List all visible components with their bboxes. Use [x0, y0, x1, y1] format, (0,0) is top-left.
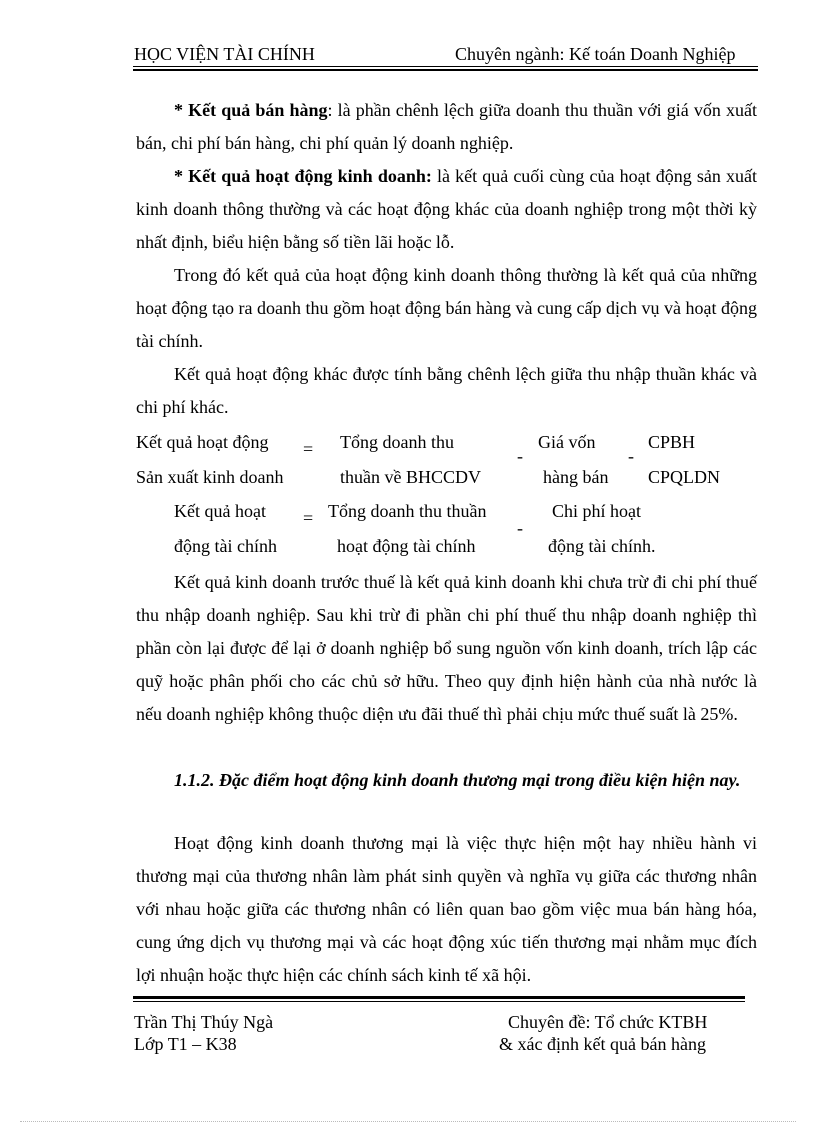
- formula1-revenue-line1: Tổng doanh thu: [340, 432, 454, 452]
- term-sales-result: * Kết quả bán hàng: [174, 100, 328, 120]
- formula1-minus-1: -: [517, 446, 523, 466]
- formula2-equals: =: [303, 508, 314, 528]
- formula2-expense-line1: Chi phí hoạt: [552, 501, 641, 521]
- formula1-revenue-line2: thuần về BHCCDV: [340, 467, 481, 487]
- definition-business-result: là kết quả cuối cùng của hoạt động sản xuất kinh doanh thông thường và các hoạt động khác của doanh nghiệp trong một thời kỳ nhất định, biểu hiện bằng số tiền lãi hoặc lỗ.: [136, 166, 757, 252]
- formula1-equals: =: [303, 439, 314, 459]
- formula1-lhs-line2: Sản xuất kinh doanh: [136, 467, 284, 487]
- footer-divider-thick: [133, 996, 745, 999]
- formula1-cogs-line1: Giá vốn: [538, 432, 596, 452]
- formula1-lhs-line1: Kết quả hoạt động: [136, 432, 269, 452]
- formula1-minus-2: -: [628, 446, 634, 466]
- header-divider: [133, 66, 758, 67]
- header-divider-thick: [133, 69, 758, 71]
- paragraph-regular-business: Trong đó kết quả của hoạt động kinh doanh thông thường là kết quả của những hoạt động tạo ra doanh thu gồm hoạt động bán hàng và cung cấp dịch vụ và hoạt động tài chính.: [136, 265, 757, 351]
- formula2-minus: -: [517, 518, 523, 538]
- formula2-revenue-line2: hoạt động tài chính: [337, 536, 476, 556]
- footer-author: Trần Thị Thúy Ngà: [134, 1012, 274, 1032]
- paragraph-pretax-result: Kết quả kinh doanh trước thuế là kết quả kinh doanh khi chưa trừ đi chi phí thuế thu nhập doanh nghiệp. Sau khi trừ đi phần chi phí thuế thu nhập doanh nghiệp thì phần còn lại được để lại ở doanh nghiệp bổ sung nguồn vốn kinh doanh, trích lập các quỹ hoặc phân phối cho các chủ sở hữu. Theo quy định hiện hành của nhà nước là nếu doanh nghiệp không thuộc diện ưu đãi thuế thì phải chịu mức thuế suất là 25%.: [136, 572, 757, 724]
- formula1-cogs-line2: hàng bán: [543, 467, 609, 487]
- formula2-lhs-line1: Kết quả hoạt: [174, 501, 266, 521]
- paragraph-other-activities: Kết quả hoạt động khác được tính bằng chênh lệch giữa thu nhập thuần khác và chi phí khác.: [136, 364, 757, 417]
- footer-class: Lớp T1 – K38: [134, 1034, 237, 1054]
- footer-divider: [133, 1001, 745, 1002]
- page-edge-dotted-line: [20, 1121, 796, 1122]
- section-heading-1-1-2: 1.1.2. Đặc điểm hoạt động kinh doanh thương mại trong điều kiện hiện nay.: [174, 770, 741, 790]
- header-institution: HỌC VIỆN TÀI CHÍNH: [134, 44, 315, 64]
- footer-topic-line2: & xác định kết quả bán hàng: [499, 1034, 706, 1054]
- formula1-admin-expense: CPQLDN: [648, 467, 721, 487]
- formula2-expense-line2: động tài chính.: [548, 536, 656, 556]
- formula2-lhs-line2: động tài chính: [174, 536, 277, 556]
- footer-topic-line1: Chuyên đề: Tổ chức KTBH: [508, 1012, 708, 1032]
- paragraph-commercial-business: Hoạt động kinh doanh thương mại là việc thực hiện một hay nhiều hành vi thương mại của thương nhân làm phát sinh quyền và nghĩa vụ giữa các thương nhân với nhau hoặc giữa các thương nhân có liên quan bao gồm việc mua bán hàng hóa, cung ứng dịch vụ thương mại và các hoạt động xúc tiến thương mại nhằm mục đích lợi nhuận hoặc thực hiện các chính sách kinh tế xã hội.: [136, 833, 757, 985]
- formula1-selling-expense: CPBH: [648, 432, 696, 452]
- term-business-result: * Kết quả hoạt động kinh doanh:: [174, 166, 432, 186]
- formula2-revenue-line1: Tổng doanh thu thuần: [328, 501, 487, 521]
- header-major: Chuyên ngành: Kế toán Doanh Nghiệp: [455, 44, 736, 64]
- paragraph-business-result: [136, 160, 757, 259]
- paragraph-sales-result: [136, 94, 757, 160]
- definition-sales-result: : là phần chênh lệch giữa doanh thu thuần với giá vốn xuất bán, chi phí bán hàng, chi phí quản lý doanh nghiệp.: [136, 100, 757, 153]
